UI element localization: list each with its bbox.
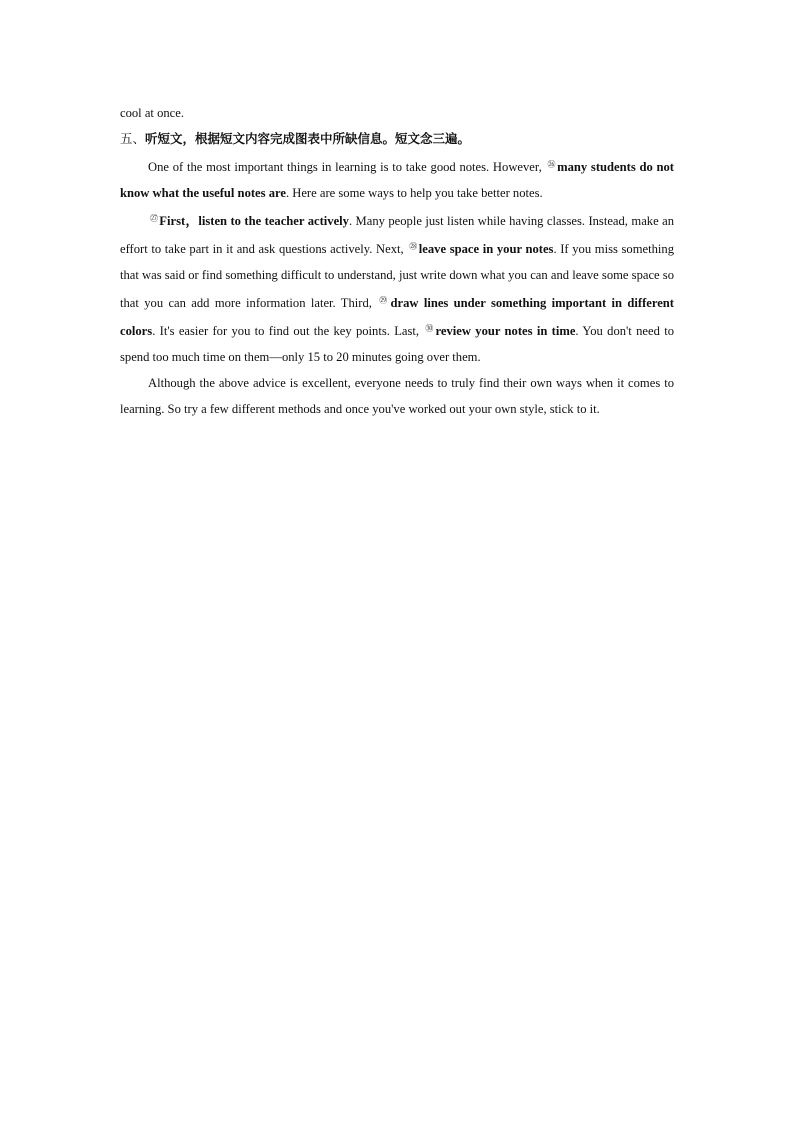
answer-marker-30: ㉚ (425, 324, 435, 333)
paragraph-3: Although the above advice is excellent, everyone needs to truly find their own ways when it comes to learning. So try a few different methods and once you've worked out your own style, stick to it. (120, 376, 674, 416)
answer-marker-26: ㉖ (547, 160, 557, 169)
page-content (120, 100, 674, 422)
p1-text-1: One of the most important things in learning is to take good notes. However, (148, 160, 542, 174)
p2-text-4: . You don't need to spend too much time on them—only 15 to 20 minutes going over them. (120, 324, 674, 364)
paragraph-1 (120, 152, 674, 206)
answer-27: First，listen to the teacher actively (159, 214, 349, 228)
answer-29: draw lines under something important in different colors (120, 296, 675, 338)
p2-text-1: . Many people just listen while having classes. Instead, make an effort to take part in it and ask questions actively. Next, (120, 214, 674, 256)
section-instruction: 听短文，根据短文内容完成图表中所缺信息。短文念三遍。 (145, 131, 471, 146)
answer-30: review your notes in time (435, 324, 576, 338)
answer-28: leave space in your notes (418, 242, 554, 256)
p2-text-3: . It's easier for you to find out the key points. Last, (152, 324, 420, 338)
answer-26: many students do not know what the useful notes are (120, 160, 675, 200)
intro-line: cool at once. (120, 106, 184, 120)
answer-marker-27: ㉗ (150, 214, 159, 223)
section-number: 五、 (120, 131, 146, 146)
answer-marker-28: ㉘ (409, 242, 418, 251)
paragraph-2 (120, 206, 674, 370)
answer-marker-29: ㉙ (379, 296, 390, 305)
p2-text-2: . If you miss something that was said or find something difficult to understand, just write down what you can and leave some space so that you can add more information later. Third, (120, 242, 674, 310)
section-title (120, 126, 674, 152)
p1-text-2: . Here are some ways to help you take better notes. (285, 186, 543, 200)
